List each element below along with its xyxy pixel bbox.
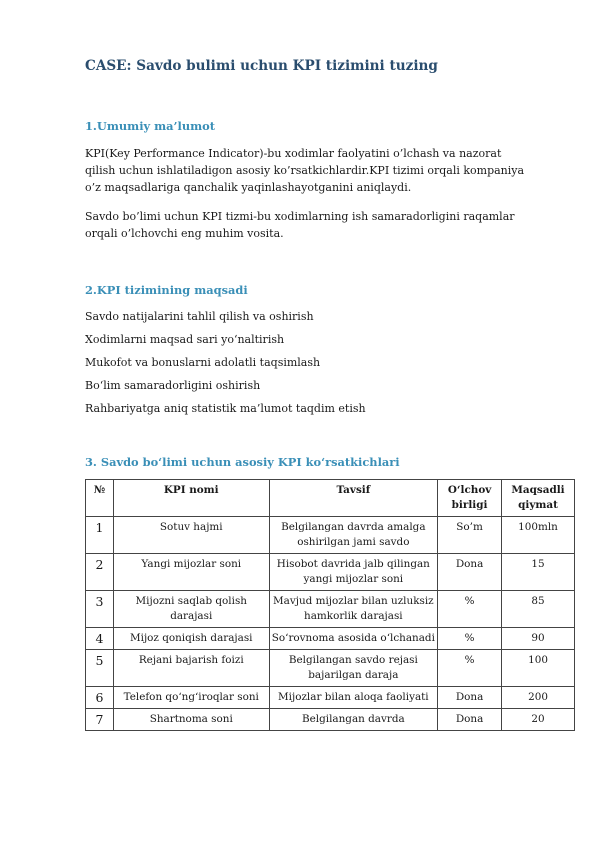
table-row [86,517,575,554]
row-number: 3 [86,591,114,628]
kpi-name: Shartnoma soni [113,709,269,731]
kpi-table [85,479,575,731]
kpi-name: Mijozni saqlab qolish darajasi [113,591,269,628]
row-number: 4 [86,628,114,650]
header-kpi-name: KPI nomi [113,480,269,517]
header-number: № [86,480,114,517]
kpi-description: Mavjud mijozlar bilan uzluksiz hamkorlik darajasi [269,591,438,628]
document-title: CASE: Savdo bulimi uchun KPI tizimini tuzing [85,58,438,74]
kpi-description: Belgilangan davrda [269,709,438,731]
goal-item: Savdo natijalarini tahlil qilish va oshirish [85,310,314,323]
goal-item: Bo‘lim samaradorligini oshirish [85,379,261,392]
row-number: 5 [86,650,114,687]
section-1-paragraph-2: Savdo bo’limi uchun KPI tizmi-bu xodimlarning ish samaradorligini raqamlar orqali o’lchovchi eng muhim vosita. [85,210,515,240]
table-row [86,650,575,687]
kpi-unit: Dona [438,554,502,591]
kpi-target: 85 [502,591,575,628]
table-row [86,687,575,709]
kpi-unit: Dona [438,687,502,709]
section-1-paragraph-1: KPI(Key Performance Indicator)-bu xodimlar faolyatini o’lchash va nazorat qilish uchun ishlatiladigon asosiy ko’rsatkichlardir.KPI tizimi orqali kompaniya o’z maqsadlariga qanchalik yaqinlashayotganini aniqlaydi. [85,147,525,194]
section-1-heading: 1.Umumiy ma’lumot [85,119,216,133]
kpi-target: 100 [502,650,575,687]
table-header-row [86,480,575,517]
kpi-description: Belgilangan davrda amalga oshirilgan jami savdo [269,517,438,554]
kpi-target: 90 [502,628,575,650]
section-3-heading: 3. Savdo bo‘limi uchun asosiy KPI ko‘rsatkichlari [85,455,400,469]
kpi-name: Yangi mijozlar soni [113,554,269,591]
kpi-target: 100mln [502,517,575,554]
goal-item: Mukofot va bonuslarni adolatli taqsimlash [85,356,321,369]
kpi-unit: Dona [438,709,502,731]
table-row [86,628,575,650]
kpi-unit: % [438,628,502,650]
kpi-target: 200 [502,687,575,709]
kpi-description: Mijozlar bilan aloqa faoliyati [269,687,438,709]
kpi-unit: So’m [438,517,502,554]
table-row [86,591,575,628]
kpi-name: Sotuv hajmi [113,517,269,554]
table-row [86,709,575,731]
kpi-unit: % [438,650,502,687]
header-target: Maqsadli qiymat [502,480,575,517]
goal-item: Rahbariyatga aniq statistik ma’lumot taqdim etish [85,402,366,415]
kpi-name: Rejani bajarish foizi [113,650,269,687]
kpi-description: Belgilangan savdo rejasi bajarilgan daraja [269,650,438,687]
kpi-target: 15 [502,554,575,591]
header-unit: O‘lchov birligi [438,480,502,517]
row-number: 6 [86,687,114,709]
kpi-name: Telefon qo‘ng‘iroqlar soni [113,687,269,709]
section-2-heading: 2.KPI tizimining maqsadi [85,283,248,297]
goal-item: Xodimlarni maqsad sari yo‘naltirish [85,333,285,346]
kpi-description: Hisobot davrida jalb qilingan yangi mijozlar soni [269,554,438,591]
kpi-name: Mijoz qoniqish darajasi [113,628,269,650]
row-number: 1 [86,517,114,554]
row-number: 7 [86,709,114,731]
kpi-unit: % [438,591,502,628]
kpi-target: 20 [502,709,575,731]
kpi-description: So‘rovnoma asosida o‘lchanadi [269,628,438,650]
row-number: 2 [86,554,114,591]
table-row [86,554,575,591]
header-description: Tavsif [269,480,438,517]
